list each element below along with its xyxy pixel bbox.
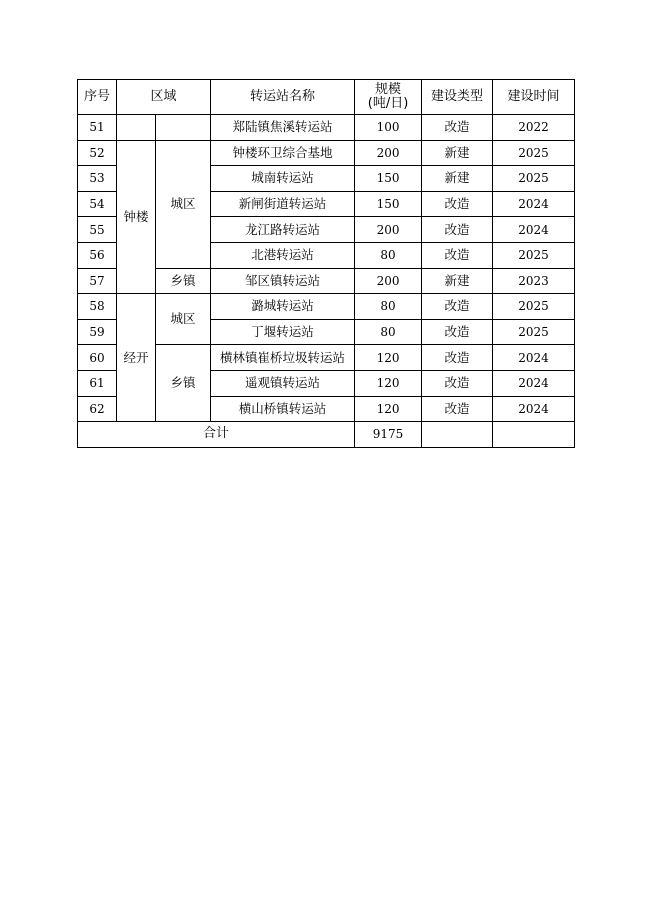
- header-build-type: 建设类型: [422, 80, 493, 115]
- region-cell-empty: [117, 115, 156, 141]
- build-year: 2025: [493, 319, 575, 345]
- transfer-station-table: [77, 79, 575, 448]
- build-type: 改造: [422, 345, 493, 371]
- build-type: 改造: [422, 319, 493, 345]
- table-row: [78, 294, 575, 320]
- total-type-empty: [422, 422, 493, 448]
- station-name: 城南转运站: [211, 166, 355, 192]
- station-scale: 200: [355, 268, 422, 294]
- station-name: 郑陆镇焦溪转运站: [211, 115, 355, 141]
- station-name: 横林镇崔桥垃圾转运站: [211, 345, 355, 371]
- build-year: 2025: [493, 242, 575, 268]
- row-index: 52: [78, 140, 117, 166]
- build-type: 新建: [422, 166, 493, 192]
- subregion-jingkai-town: 乡镇: [156, 345, 211, 422]
- station-scale: 100: [355, 115, 422, 141]
- station-name: 钟楼环卫综合基地: [211, 140, 355, 166]
- header-region: 区域: [117, 80, 211, 115]
- build-year: 2025: [493, 140, 575, 166]
- row-index: 59: [78, 319, 117, 345]
- subregion-cell-empty: [156, 115, 211, 141]
- station-scale: 120: [355, 345, 422, 371]
- station-scale: 150: [355, 166, 422, 192]
- header-scale-line1: 规模: [375, 82, 402, 97]
- station-name: 潞城转运站: [211, 294, 355, 320]
- row-index: 55: [78, 217, 117, 243]
- total-year-empty: [493, 422, 575, 448]
- table-row: [78, 115, 575, 141]
- row-index: 51: [78, 115, 117, 141]
- row-index: 60: [78, 345, 117, 371]
- row-index: 62: [78, 396, 117, 422]
- station-name: 丁堰转运站: [211, 319, 355, 345]
- subregion-zhonglou-urban: 城区: [156, 140, 211, 268]
- build-type: 改造: [422, 370, 493, 396]
- station-scale: 80: [355, 319, 422, 345]
- build-type: 改造: [422, 191, 493, 217]
- total-scale: 9175: [355, 422, 422, 448]
- station-name: 龙江路转运站: [211, 217, 355, 243]
- table-row: [78, 140, 575, 166]
- build-year: 2023: [493, 268, 575, 294]
- header-row: [78, 80, 575, 115]
- station-scale: 200: [355, 217, 422, 243]
- build-type: 改造: [422, 217, 493, 243]
- station-scale: 200: [355, 140, 422, 166]
- subregion-jingkai-urban: 城区: [156, 294, 211, 345]
- station-scale: 80: [355, 294, 422, 320]
- build-type: 改造: [422, 396, 493, 422]
- build-year: 2024: [493, 345, 575, 371]
- header-index: 序号: [78, 80, 117, 115]
- header-name: 转运站名称: [211, 80, 355, 115]
- station-scale: 120: [355, 396, 422, 422]
- station-scale: 150: [355, 191, 422, 217]
- station-name: 北港转运站: [211, 242, 355, 268]
- header-scale: [355, 80, 422, 115]
- build-type: 新建: [422, 140, 493, 166]
- total-row: [78, 422, 575, 448]
- row-index: 58: [78, 294, 117, 320]
- build-type: 改造: [422, 242, 493, 268]
- station-name: 横山桥镇转运站: [211, 396, 355, 422]
- region-jingkai: 经开: [117, 294, 156, 422]
- station-scale: 120: [355, 370, 422, 396]
- build-type: 改造: [422, 115, 493, 141]
- station-scale: 80: [355, 242, 422, 268]
- build-year: 2024: [493, 217, 575, 243]
- build-year: 2022: [493, 115, 575, 141]
- build-type: 改造: [422, 294, 493, 320]
- header-build-time: 建设时间: [493, 80, 575, 115]
- build-year: 2024: [493, 191, 575, 217]
- build-year: 2025: [493, 166, 575, 192]
- row-index: 53: [78, 166, 117, 192]
- header-scale-line2: (吨/日): [367, 96, 409, 111]
- build-year: 2024: [493, 396, 575, 422]
- row-index: 57: [78, 268, 117, 294]
- build-year: 2025: [493, 294, 575, 320]
- total-label: 合计: [78, 422, 355, 448]
- build-year: 2024: [493, 370, 575, 396]
- region-zhonglou: 钟楼: [117, 140, 156, 294]
- station-name: 邹区镇转运站: [211, 268, 355, 294]
- station-name: 新闸街道转运站: [211, 191, 355, 217]
- row-index: 61: [78, 370, 117, 396]
- row-index: 56: [78, 242, 117, 268]
- station-name: 遥观镇转运站: [211, 370, 355, 396]
- subregion-zhonglou-town: 乡镇: [156, 268, 211, 294]
- build-type: 新建: [422, 268, 493, 294]
- row-index: 54: [78, 191, 117, 217]
